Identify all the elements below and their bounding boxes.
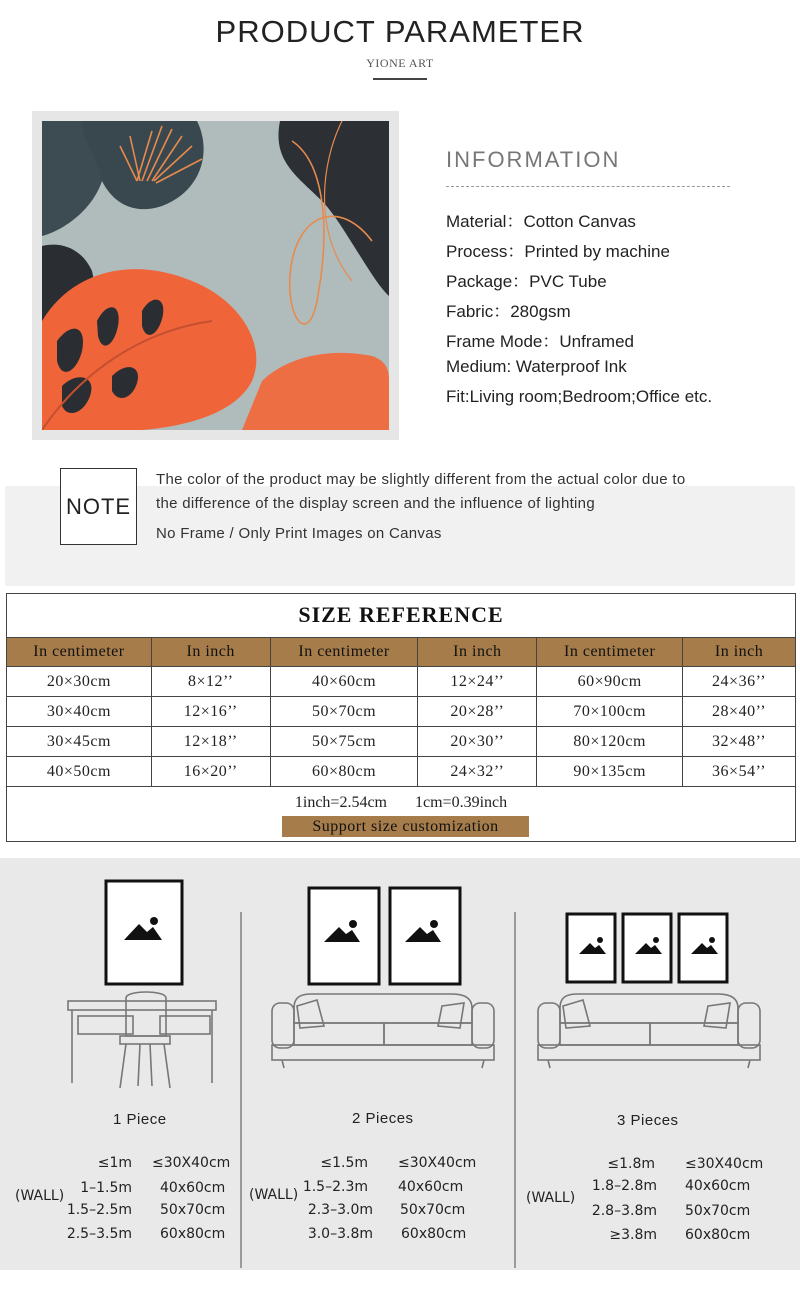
table-cell: 8×12’’ bbox=[151, 667, 270, 697]
size-guide-row: 1–1.5m 40x60cm bbox=[80, 1180, 226, 1196]
three-piece-scene-illustration bbox=[516, 858, 800, 1108]
size-reference-panel bbox=[6, 593, 796, 842]
placement-guide bbox=[0, 858, 800, 1270]
header-cell: In centimeter bbox=[7, 638, 152, 667]
note-line-1: The color of the product may be slightly different from the actual color due to bbox=[156, 471, 686, 488]
size-guide-row: 1.5–2.3m 40x60cm bbox=[302, 1179, 464, 1195]
table-cell: 40×50cm bbox=[7, 757, 152, 787]
brand-subtitle: YIONE ART bbox=[366, 56, 434, 70]
size-guide-row: 3.0–3.8m 60x80cm bbox=[307, 1226, 467, 1242]
size-guide-row: 1.5–2.5m 50x70cm bbox=[66, 1202, 226, 1218]
size-guide-row: ≤1.8m ≤30X40cm bbox=[607, 1156, 764, 1172]
product-image-frame bbox=[32, 111, 399, 440]
table-cell: 32×48’’ bbox=[683, 727, 796, 757]
header-cell: In inch bbox=[418, 638, 537, 667]
table-cell: 20×28’’ bbox=[418, 697, 537, 727]
table-cell: 60×80cm bbox=[270, 757, 418, 787]
note-line-3: No Frame / Only Print Images on Canvas bbox=[156, 525, 442, 542]
table-cell: 50×70cm bbox=[270, 697, 418, 727]
info-process: Process：Printed by machine bbox=[446, 242, 670, 261]
table-cell: 28×40’’ bbox=[683, 697, 796, 727]
header-cell: In centimeter bbox=[270, 638, 418, 667]
information-heading: INFORMATION bbox=[446, 147, 621, 172]
size-guide-row: 2.3–3.0m 50x70cm bbox=[307, 1202, 466, 1218]
table-cell: 24×36’’ bbox=[683, 667, 796, 697]
header-cell: In centimeter bbox=[537, 638, 683, 667]
table-cell: 60×90cm bbox=[537, 667, 683, 697]
table-row bbox=[7, 757, 796, 787]
customization-banner: Support size customization bbox=[282, 816, 529, 837]
table-cell: 24×32’’ bbox=[418, 757, 537, 787]
size-table-header bbox=[7, 638, 796, 667]
info-fabric: Fabric：280gsm bbox=[446, 302, 571, 321]
info-medium: Medium: Waterproof Ink bbox=[446, 357, 627, 376]
header-cell: In inch bbox=[151, 638, 270, 667]
table-cell: 90×135cm bbox=[537, 757, 683, 787]
wall-label: (WALL) bbox=[15, 1188, 65, 1204]
desk-scene-illustration bbox=[0, 858, 240, 1108]
size-table bbox=[6, 637, 796, 787]
note-label: NOTE bbox=[60, 468, 137, 545]
size-guide-row: ≤1.5m ≤30X40cm bbox=[320, 1155, 477, 1171]
sofa-icon bbox=[272, 994, 494, 1068]
one-piece-label: 1 Piece bbox=[113, 1111, 167, 1128]
info-package: Package：PVC Tube bbox=[446, 272, 607, 291]
wall-label: (WALL) bbox=[249, 1187, 299, 1203]
size-guide-row: 2.8–3.8m 50x70cm bbox=[591, 1203, 751, 1219]
info-frame-mode: Frame Mode：Unframed bbox=[446, 332, 635, 351]
desk-chair-icon bbox=[68, 992, 216, 1088]
table-row bbox=[7, 697, 796, 727]
title-underline bbox=[373, 78, 427, 80]
page-title: PRODUCT PARAMETER bbox=[215, 14, 585, 49]
table-cell: 30×40cm bbox=[7, 697, 152, 727]
table-cell: 12×16’’ bbox=[151, 697, 270, 727]
table-row bbox=[7, 667, 796, 697]
table-cell: 70×100cm bbox=[537, 697, 683, 727]
two-pieces-label: 2 Pieces bbox=[352, 1110, 414, 1127]
table-cell: 80×120cm bbox=[537, 727, 683, 757]
size-reference-title: SIZE REFERENCE bbox=[298, 602, 504, 627]
table-cell: 16×20’’ bbox=[151, 757, 270, 787]
three-pieces-label: 3 Pieces bbox=[617, 1112, 679, 1129]
product-image bbox=[42, 121, 389, 430]
size-guide-row: ≥3.8m 60x80cm bbox=[609, 1227, 751, 1243]
size-guide-row: 1.8–2.8m 40x60cm bbox=[591, 1178, 751, 1194]
information-list bbox=[446, 207, 712, 417]
table-cell: 50×75cm bbox=[270, 727, 418, 757]
info-fit: Fit:Living room;Bedroom;Office etc. bbox=[446, 387, 713, 406]
table-cell: 36×54’’ bbox=[683, 757, 796, 787]
two-piece-scene-illustration bbox=[242, 858, 514, 1108]
conversion-cm: 1cm=0.39inch bbox=[415, 794, 508, 811]
table-cell: 30×45cm bbox=[7, 727, 152, 757]
monstera-painting bbox=[42, 121, 389, 430]
table-row bbox=[7, 727, 796, 757]
unit-conversion bbox=[7, 794, 795, 812]
table-cell: 40×60cm bbox=[270, 667, 418, 697]
table-cell: 20×30cm bbox=[7, 667, 152, 697]
table-cell: 12×24’’ bbox=[418, 667, 537, 697]
wall-label: (WALL) bbox=[526, 1190, 576, 1206]
information-divider bbox=[446, 186, 730, 187]
sofa-icon bbox=[538, 994, 760, 1068]
size-guide-row: ≤1m ≤30X40cm bbox=[97, 1155, 231, 1171]
info-material: Material：Cotton Canvas bbox=[446, 212, 636, 231]
table-cell: 20×30’’ bbox=[418, 727, 537, 757]
table-cell: 12×18’’ bbox=[151, 727, 270, 757]
header-cell: In inch bbox=[683, 638, 796, 667]
note-line-2: the difference of the display screen and the influence of lighting bbox=[156, 495, 595, 512]
size-guide-row: 2.5–3.5m 60x80cm bbox=[66, 1226, 226, 1242]
conversion-inch: 1inch=2.54cm bbox=[294, 794, 387, 811]
